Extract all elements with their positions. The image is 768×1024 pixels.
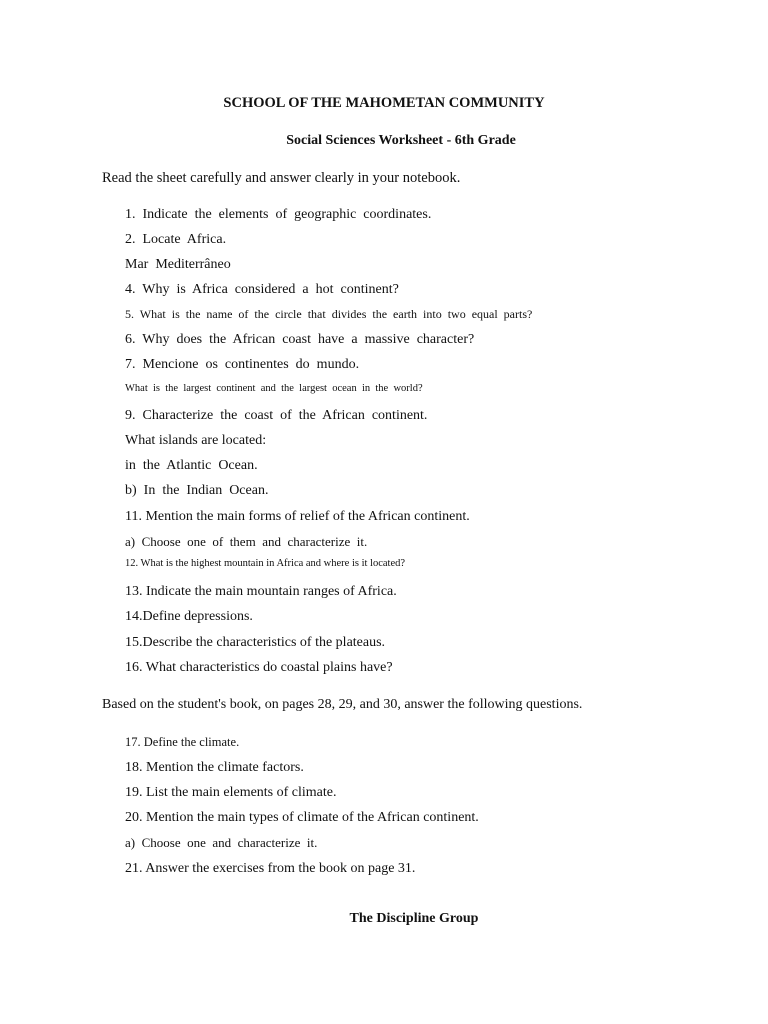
question-7: 7. Mencione os continentes do mundo. (125, 357, 360, 372)
question-6: 6. Why does the African coast have a massive character? (125, 332, 475, 347)
question-16: 16. What characteristics do coastal plains have? (125, 660, 393, 675)
question-18: 18. Mention the climate factors. (125, 760, 304, 775)
intro-text: Read the sheet carefully and answer clearly in your notebook. (102, 170, 461, 186)
question-12: 12. What is the highest mountain in Africa and where is it located? (125, 558, 406, 569)
question-20a: a) Choose one and characterize it. (125, 835, 318, 850)
question-17: 17. Define the climate. (125, 735, 240, 749)
question-4: 4. Why is Africa considered a hot continent? (125, 282, 399, 297)
question-10: What islands are located: (125, 433, 267, 448)
footer-signature: The Discipline Group (349, 911, 479, 926)
question-14: 14.Define depressions. (125, 609, 253, 624)
question-21: 21. Answer the exercises from the book on page 31. (125, 861, 416, 876)
question-13: 13. Indicate the main mountain ranges of Africa. (125, 584, 397, 599)
question-11: 11. Mention the main forms of relief of the African continent. (125, 509, 470, 524)
section2-intro: Based on the student's book, on pages 28, 29, and 30, answer the following questions. (102, 697, 583, 712)
question-20: 20. Mention the main types of climate of the African continent. (125, 810, 479, 825)
question-9: 9. Characterize the coast of the African continent. (125, 408, 428, 423)
question-8: What is the largest continent and the largest ocean in the world? (125, 383, 423, 394)
worksheet-subtitle: Social Sciences Worksheet - 6th Grade (286, 133, 516, 148)
question-15: 15.Describe the characteristics of the plateaus. (125, 635, 386, 650)
question-10b: b) In the Indian Ocean. (125, 483, 269, 498)
question-5: 5. What is the name of the circle that divides the earth into two equal parts? (125, 307, 533, 321)
question-3-label: Mar Mediterrâneo (125, 257, 231, 272)
question-19: 19. List the main elements of climate. (125, 785, 337, 800)
question-10a: in the Atlantic Ocean. (125, 458, 258, 473)
school-title: SCHOOL OF THE MAHOMETAN COMMUNITY (223, 95, 545, 111)
question-2: 2. Locate Africa. (125, 232, 227, 247)
question-11a: a) Choose one of them and characterize it. (125, 534, 368, 549)
question-1: 1. Indicate the elements of geographic coordinates. (125, 207, 432, 222)
